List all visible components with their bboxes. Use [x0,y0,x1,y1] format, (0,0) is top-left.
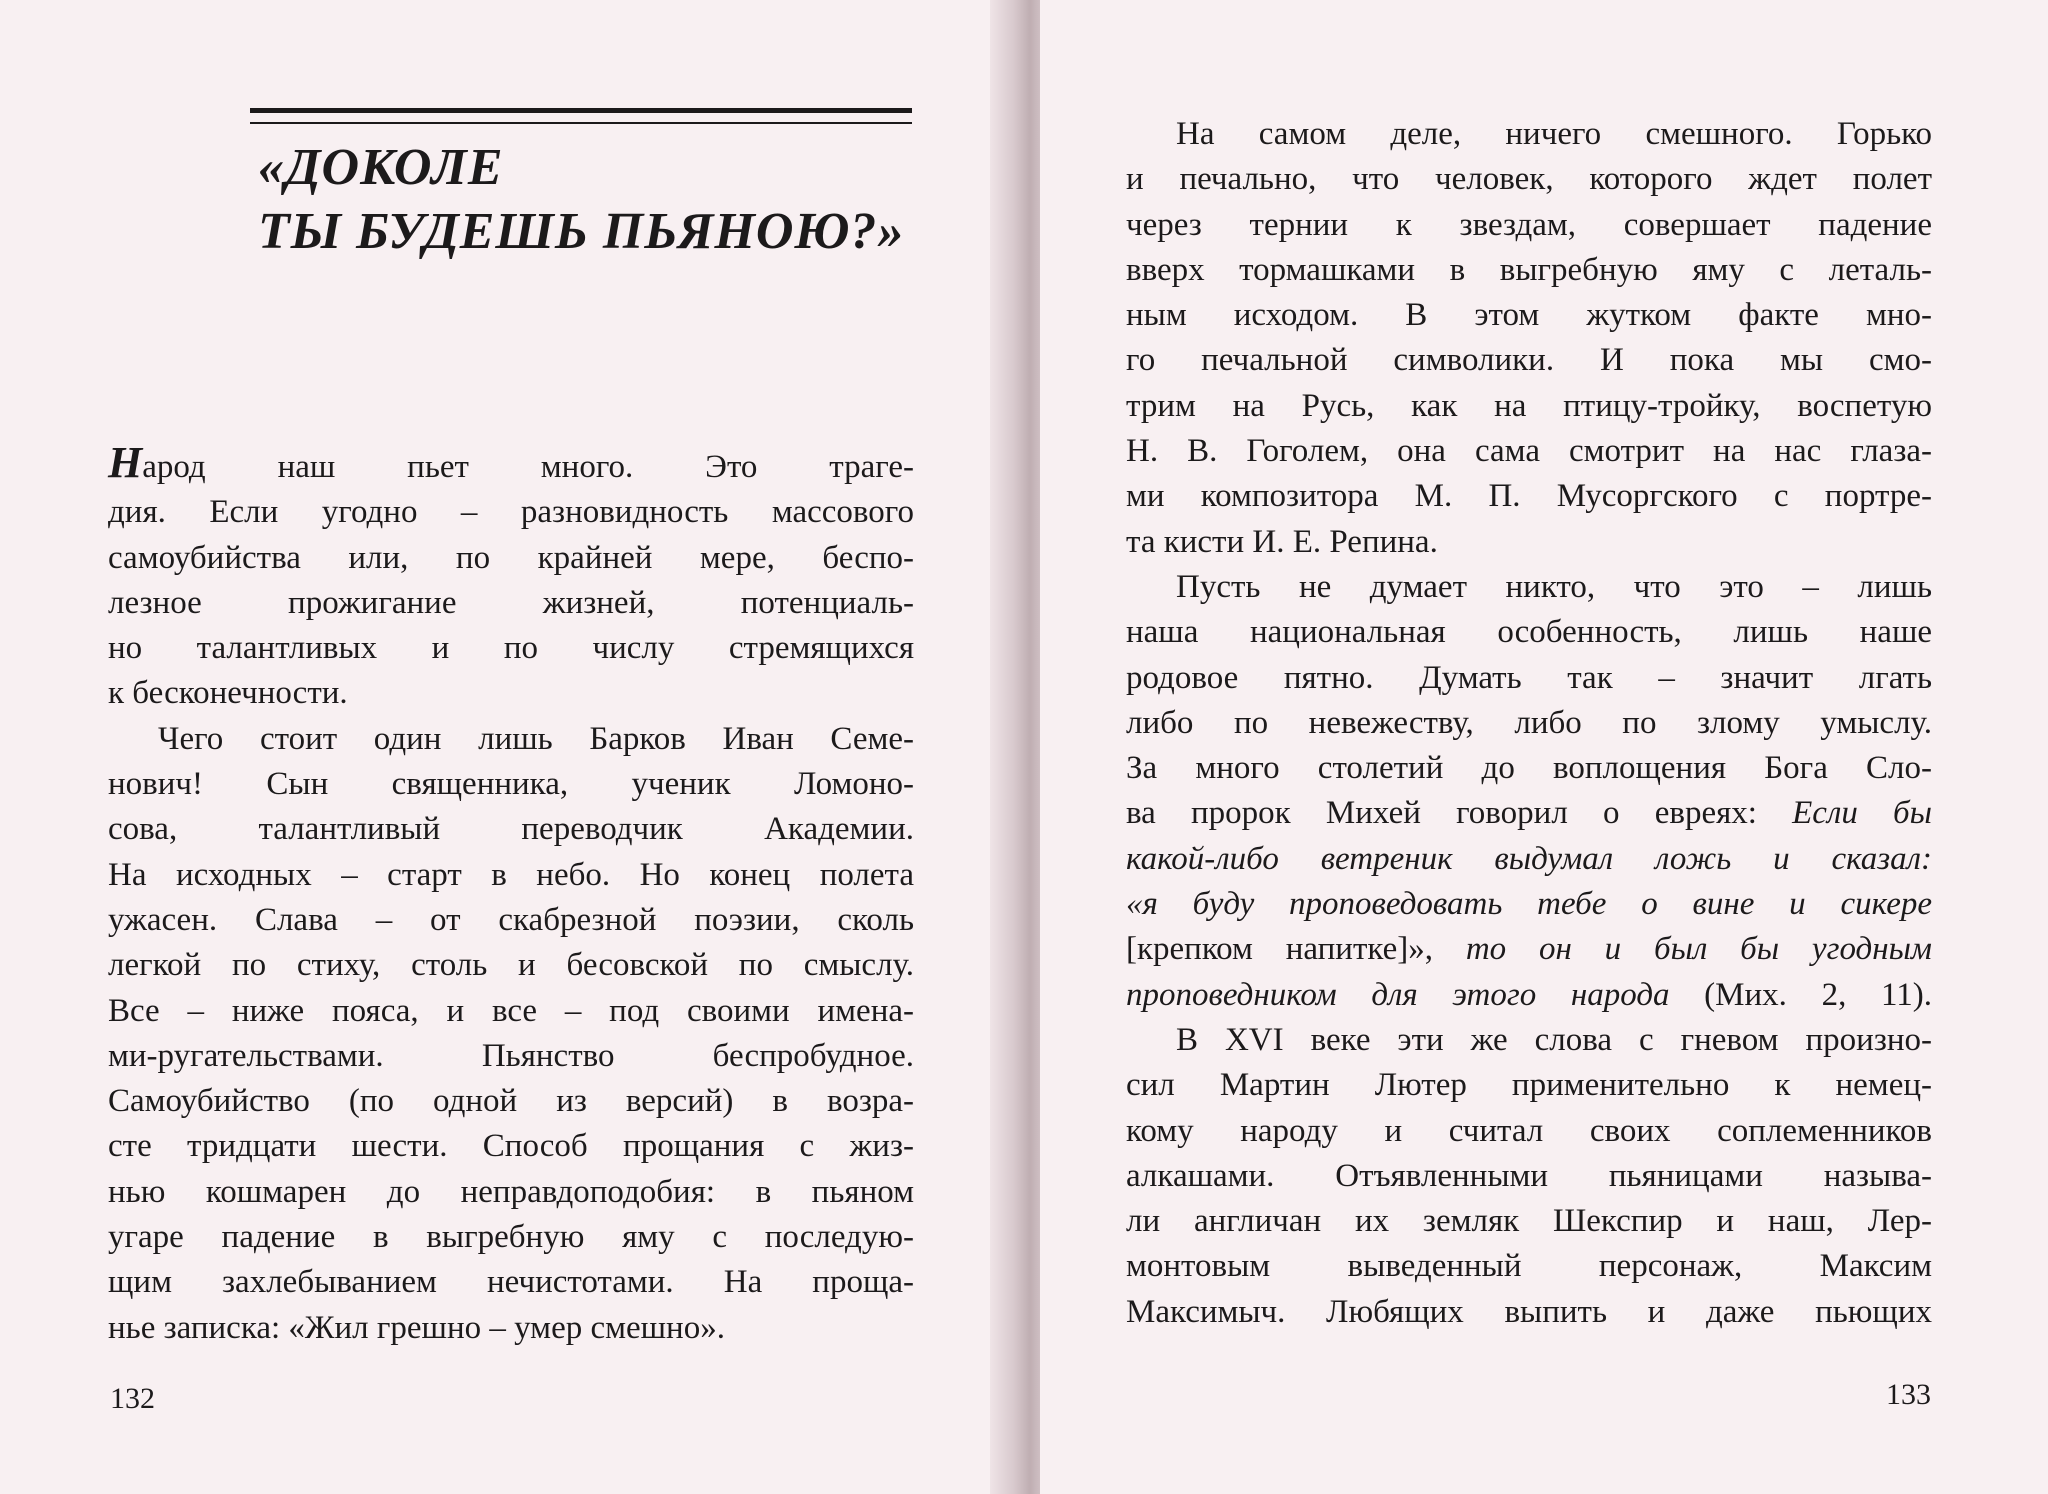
text-line: Максимыч. Любящих выпить и даже пьющих [1126,1293,1932,1330]
page-number-left: 132 [110,1382,155,1415]
text-line: сте тридцати шести. Способ прощания с жиз- [108,1128,914,1165]
text-line: наша национальная особенность, лишь наше [1126,614,1932,651]
text-line: нье записка: «Жил грешно – умер смешно». [108,1309,725,1346]
text-line: монтовым выведенный персонаж, Максим [1126,1248,1932,1285]
text-line: ли англичан их земляк Шекспир и наш, Лер- [1126,1203,1932,1240]
text-line: нович! Сын священника, ученик Ломоно- [108,766,914,803]
text-line: угаре падение в выгребную яму с последую- [108,1219,914,1256]
text-line: к бесконечности. [108,675,348,712]
text-line: алкашами. Отъявленными пьяницами называ- [1126,1157,1932,1194]
text-line: ми-ругательствами. Пьянство беспробудное. [108,1037,914,1074]
title-line-1: «ДОКОЛЕ [258,139,504,196]
text-line: В XVI веке эти же слова с гневом произно- [1176,1021,1932,1058]
text-line: Народ наш пьет много. Это траге- [108,438,914,487]
text-line: сил Мартин Лютер применительно к немец- [1126,1067,1932,1104]
text-line: та кисти И. Е. Репина. [1126,523,1438,560]
text-line: Чего стоит один лишь Барков Иван Семе- [158,720,914,757]
text-line: ва пророк Михей говорил о евреях: Если бы [1126,795,1932,832]
text-line: го печальной символики. И пока мы смо- [1126,342,1932,379]
title-line-2: ТЫ БУДЕШЬ ПЬЯНОЮ?» [258,203,905,260]
text-line: легкой по стиху, столь и бесовской по смыслу. [108,947,914,984]
left-body-text [108,440,914,1351]
drop-cap: Н [108,438,143,487]
right-body-text [1126,112,1932,1335]
text-line: ужасен. Слава – от скабрезной поэзии, сколь [108,901,914,938]
text-line: но талантливых и по числу стремящихся [108,630,914,667]
text-line-italic: «я буду проповедовать тебе о вине и сикере [1126,886,1932,923]
text-line: Все – ниже пояса, и все – под своими имена- [108,992,914,1029]
text-line: ным исходом. В этом жутком факте мно- [1126,297,1932,334]
text-line-italic: какой-либо ветреник выдумал ложь и сказал: [1126,840,1932,877]
text-line: либо по невежеству, либо по злому умыслу. [1126,704,1932,741]
text-line: через тернии к звездам, совершает падение [1126,206,1932,243]
text-line: Пусть не думает никто, что это – лишь [1176,568,1932,605]
text-line: На исходных – старт в небо. Но конец полета [108,856,914,893]
page-number-right: 133 [1886,1378,1931,1411]
text-line: трим на Русь, как на птицу-тройку, воспетую [1126,387,1932,424]
text-line: Н. В. Гоголем, она сама смотрит на нас глаза- [1126,433,1932,470]
text-line: сова, талантливый переводчик Академии. [108,811,914,848]
text-line: лезное прожигание жизней, потенциаль- [108,584,914,621]
text-line: [крепком напитке]», то он и был бы угодным [1126,931,1932,968]
chapter-title [258,136,918,264]
text-line: За много столетий до воплощения Бога Сло- [1126,750,1932,787]
title-rule-thick [250,108,912,113]
text-line: самоубийства или, по крайней мере, беспо- [108,539,914,576]
text-line: щим захлебыванием нечистотами. На проща- [108,1264,914,1301]
text-line: проповедником для этого народа (Мих. 2, 11). [1126,976,1932,1013]
text-line: родовое пятно. Думать так – значит лгать [1126,659,1932,696]
text-line: дия. Если угодно – разновидность массового [108,494,914,531]
text-line: На самом деле, ничего смешного. Горько [1176,116,1932,152]
text-line: кому народу и считал своих соплеменников [1126,1112,1932,1149]
text-line: и печально, что человек, которого ждет полет [1126,161,1932,198]
text-line: нью кошмарен до неправдоподобия: в пьяном [108,1173,914,1210]
title-rule-thin [250,122,912,124]
text-line: ми композитора М. П. Мусоргского с портре- [1126,478,1932,515]
left-page [0,0,1010,1494]
text-line: вверх тормашками в выгребную яму с леталь- [1126,251,1932,288]
text-line: Самоубийство (по одной из версий) в возра- [108,1083,914,1120]
